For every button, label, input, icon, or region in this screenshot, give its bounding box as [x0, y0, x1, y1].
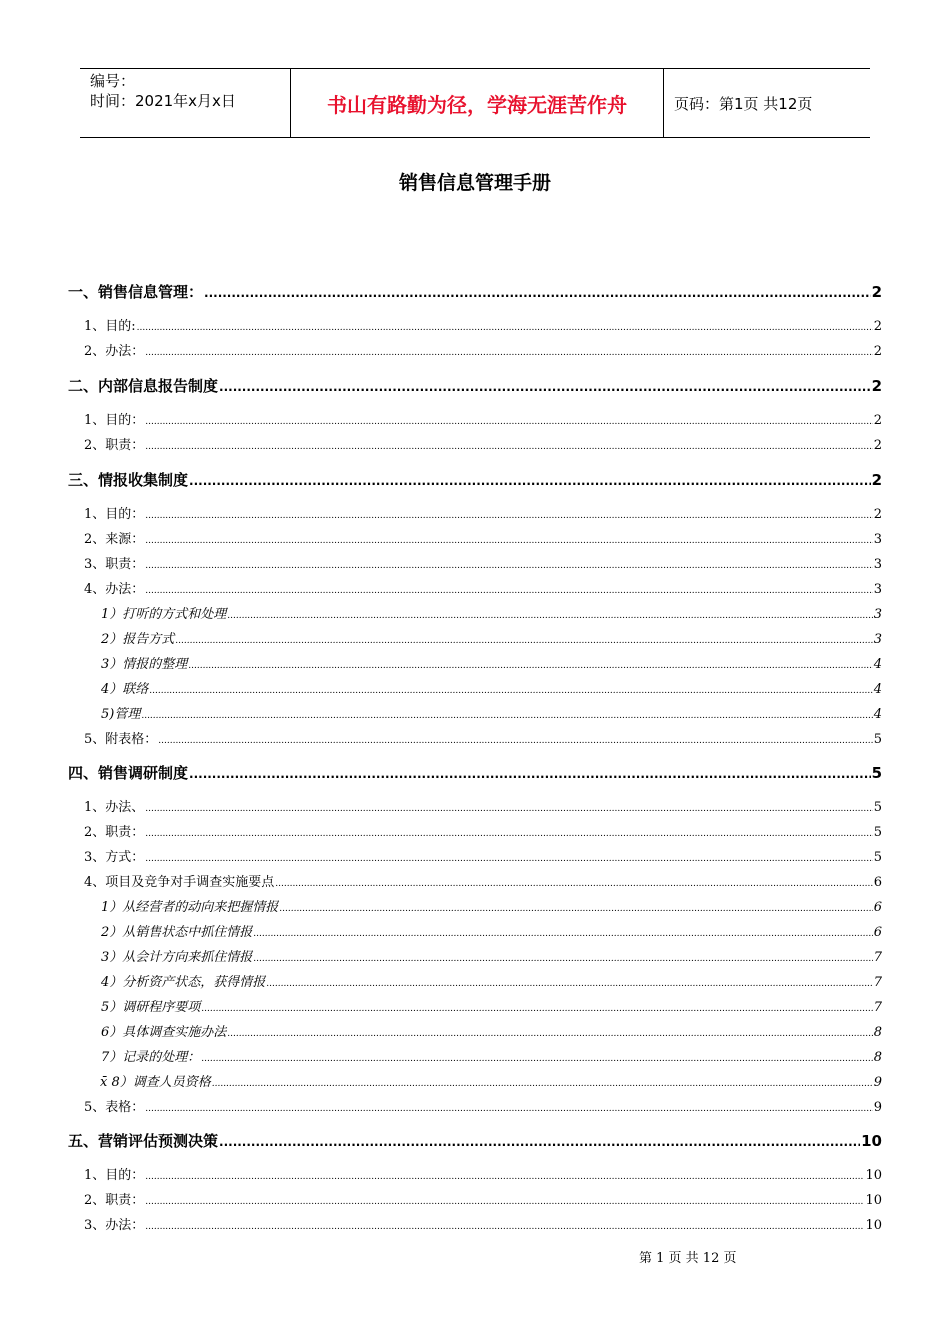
toc-entry-label: 1、目的：	[84, 413, 145, 428]
header-meta	[80, 69, 291, 137]
toc-leader-dots	[145, 829, 872, 839]
toc-entry-page: 2	[871, 283, 882, 301]
toc-leader-dots	[145, 442, 872, 452]
toc-entry[interactable]	[101, 971, 882, 990]
toc-entry-page: 10	[865, 1193, 882, 1208]
toc-entry[interactable]	[68, 281, 882, 302]
toc-entry-label: x̄ 8）调查人员资格	[100, 1075, 211, 1090]
toc-entry-label: 3、办法：	[84, 1218, 145, 1233]
toc-leader-dots	[253, 954, 872, 964]
toc-entry-page: 2	[873, 507, 882, 522]
toc-entry-page: 5	[873, 825, 882, 840]
toc-entry-page: 4	[873, 707, 882, 722]
toc-entry-label: 1、目的:	[84, 319, 136, 334]
toc-leader-dots	[188, 661, 872, 671]
header-page-info: 页码：第1页 共12页	[674, 94, 813, 113]
toc-entry[interactable]	[101, 653, 882, 672]
toc-entry-label: 3）从会计方向来抓住情报	[101, 950, 253, 965]
toc-entry-label: 2）从销售状态中抓住情报	[101, 925, 253, 940]
toc-entry-label: 5、附表格：	[84, 732, 158, 747]
toc-entry-label: 1）从经营者的动向来把握情报	[101, 900, 279, 915]
toc-entry[interactable]	[101, 1021, 882, 1040]
toc-entry[interactable]	[84, 1164, 882, 1183]
toc-leader-dots	[137, 323, 873, 333]
toc-entry-label: 1）打听的方式和处理	[101, 607, 227, 622]
toc-leader-dots	[227, 611, 872, 621]
toc-entry[interactable]	[101, 678, 882, 697]
toc-entry-label: 2、职责：	[84, 825, 145, 840]
toc-leader-dots	[201, 1004, 872, 1014]
toc-entry-label: 5)管理	[101, 707, 141, 722]
toc-entry-page: 9	[873, 1075, 882, 1090]
toc-entry-label: 4、项目及竞争对手调查实施要点	[84, 875, 275, 890]
toc-entry-label: 1、办法、	[84, 800, 145, 815]
toc-entry[interactable]	[84, 503, 882, 522]
toc-entry[interactable]	[101, 703, 882, 722]
toc-entry-label: 三、情报收集制度	[68, 471, 189, 489]
toc-entry[interactable]	[101, 921, 882, 940]
toc-entry-label: 2）报告方式	[101, 632, 175, 647]
toc-leader-dots	[145, 804, 872, 814]
toc-entry-page: 3	[873, 632, 882, 647]
toc-leader-dots	[266, 979, 872, 989]
toc-entry[interactable]	[68, 762, 882, 783]
toc-entry-label: 4）联络	[101, 682, 149, 697]
toc-entry-page: 2	[871, 377, 882, 395]
toc-entry-page: 6	[873, 900, 882, 915]
toc-entry-page: 6	[873, 925, 882, 940]
toc-entry-page: 10	[865, 1168, 882, 1183]
toc-entry[interactable]	[68, 375, 882, 396]
toc-entry-label: 一、销售信息管理：	[68, 283, 204, 301]
number-label: 编号：	[90, 72, 136, 90]
toc-leader-dots	[189, 474, 871, 488]
time-label: 时间：2021年x月x日	[90, 92, 236, 110]
toc-leader-dots	[253, 929, 872, 939]
toc-entry-page: 2	[873, 319, 882, 334]
toc-leader-dots	[145, 348, 872, 358]
toc-entry-page: 5	[871, 764, 882, 782]
toc-entry-label: 3、职责：	[84, 557, 145, 572]
toc-leader-dots	[145, 536, 872, 546]
toc-entry-label: 2、办法：	[84, 344, 145, 359]
toc-leader-dots	[219, 1135, 860, 1149]
toc-entry-page: 3	[873, 557, 882, 572]
toc-leader-dots	[145, 417, 872, 427]
toc-entry-page: 10	[865, 1218, 882, 1233]
toc-entry-page: 7	[873, 975, 882, 990]
toc-entry-page: 3	[873, 532, 882, 547]
toc-entry[interactable]	[84, 728, 882, 747]
toc-entry-page: 3	[873, 607, 882, 622]
toc-entry-label: 2、职责：	[84, 438, 145, 453]
toc-entry-page: 10	[861, 1132, 882, 1150]
toc-entry-label: 1、目的：	[84, 1168, 145, 1183]
toc-entry-page: 2	[873, 413, 882, 428]
toc-entry[interactable]	[101, 996, 882, 1015]
toc-leader-dots	[158, 736, 872, 746]
toc-entry-page: 8	[873, 1025, 882, 1040]
toc-leader-dots	[212, 1079, 873, 1089]
toc-entry-label: 3、方式：	[84, 850, 145, 865]
toc-entry[interactable]	[84, 528, 882, 547]
toc-entry[interactable]	[101, 946, 882, 965]
toc-entry-page: 5	[873, 850, 882, 865]
toc-entry-label: 4、办法：	[84, 582, 145, 597]
toc-leader-dots	[145, 511, 872, 521]
toc-entry[interactable]	[68, 469, 882, 490]
toc-entry[interactable]	[68, 1130, 882, 1151]
toc-entry-label: 五、营销评估预测决策	[68, 1132, 219, 1150]
toc-entry-page: 8	[873, 1050, 882, 1065]
toc-leader-dots	[145, 561, 872, 571]
toc-entry-page: 9	[873, 1100, 882, 1115]
toc-entry[interactable]	[84, 340, 882, 359]
toc-entry-label: 2、来源：	[84, 532, 145, 547]
toc-entry-page: 7	[873, 1000, 882, 1015]
toc-leader-dots	[201, 1054, 872, 1064]
toc-leader-dots	[279, 904, 872, 914]
toc-entry-label: 2、职责：	[84, 1193, 145, 1208]
toc-entry-label: 7）记录的处理：	[101, 1050, 201, 1065]
toc-leader-dots	[149, 686, 872, 696]
toc-leader-dots	[141, 711, 872, 721]
toc-entry[interactable]	[84, 1189, 882, 1208]
toc-entry-label: 6）具体调查实施办法	[101, 1025, 227, 1040]
toc-leader-dots	[227, 1029, 872, 1039]
toc-entry-page: 5	[873, 800, 882, 815]
toc-leader-dots	[275, 879, 872, 889]
toc-entry[interactable]	[84, 578, 882, 597]
toc-leader-dots	[219, 380, 871, 394]
toc-entry[interactable]	[84, 796, 882, 815]
toc-entry-page: 4	[873, 682, 882, 697]
toc-entry-label: 3）情报的整理	[101, 657, 188, 672]
toc-entry[interactable]	[84, 1096, 882, 1115]
toc-leader-dots	[145, 1104, 872, 1114]
toc-leader-dots	[145, 1197, 864, 1207]
toc-entry-page: 7	[873, 950, 882, 965]
toc-entry-page: 5	[873, 732, 882, 747]
toc-entry[interactable]	[101, 603, 882, 622]
toc-entry-label: 二、内部信息报告制度	[68, 377, 219, 395]
toc-leader-dots	[204, 286, 871, 300]
toc-entry-page: 2	[873, 438, 882, 453]
toc-entry-page: 4	[873, 657, 882, 672]
toc-entry[interactable]	[84, 409, 882, 428]
toc-entry-label: 5、表格：	[84, 1100, 145, 1115]
page-footer: 第 1 页 共 12 页	[639, 1251, 737, 1266]
toc-entry[interactable]	[84, 821, 882, 840]
toc-entry-label: 四、销售调研制度	[68, 764, 189, 782]
toc-entry[interactable]	[84, 1214, 882, 1233]
toc-entry[interactable]	[84, 846, 882, 865]
toc-entry[interactable]	[101, 1046, 882, 1065]
toc-entry[interactable]	[84, 871, 882, 890]
toc-entry[interactable]	[84, 434, 882, 453]
toc-entry-page: 2	[871, 471, 882, 489]
toc-entry-page: 2	[873, 344, 882, 359]
toc-leader-dots	[175, 636, 872, 646]
toc-entry[interactable]	[84, 315, 882, 334]
toc-entry-label: 5）调研程序要项	[101, 1000, 201, 1015]
toc-entry-page: 6	[873, 875, 882, 890]
header-motto: 书山有路勤为径，学海无涯苦作舟	[291, 69, 664, 137]
page-header	[80, 68, 870, 138]
toc-entry-label: 4）分析资产状态，获得情报	[101, 975, 266, 990]
toc-leader-dots	[145, 1172, 864, 1182]
toc-leader-dots	[145, 854, 872, 864]
toc-entry[interactable]	[100, 1071, 882, 1090]
toc-leader-dots	[189, 767, 871, 781]
toc-leader-dots	[145, 1222, 864, 1232]
toc-entry[interactable]	[101, 896, 882, 915]
toc-leader-dots	[145, 586, 872, 596]
toc-entry-label: 1、目的：	[84, 507, 145, 522]
toc-entry-page: 3	[873, 582, 882, 597]
document-title: 销售信息管理手册	[398, 172, 551, 194]
toc-entry[interactable]	[84, 553, 882, 572]
toc-entry[interactable]	[101, 628, 882, 647]
